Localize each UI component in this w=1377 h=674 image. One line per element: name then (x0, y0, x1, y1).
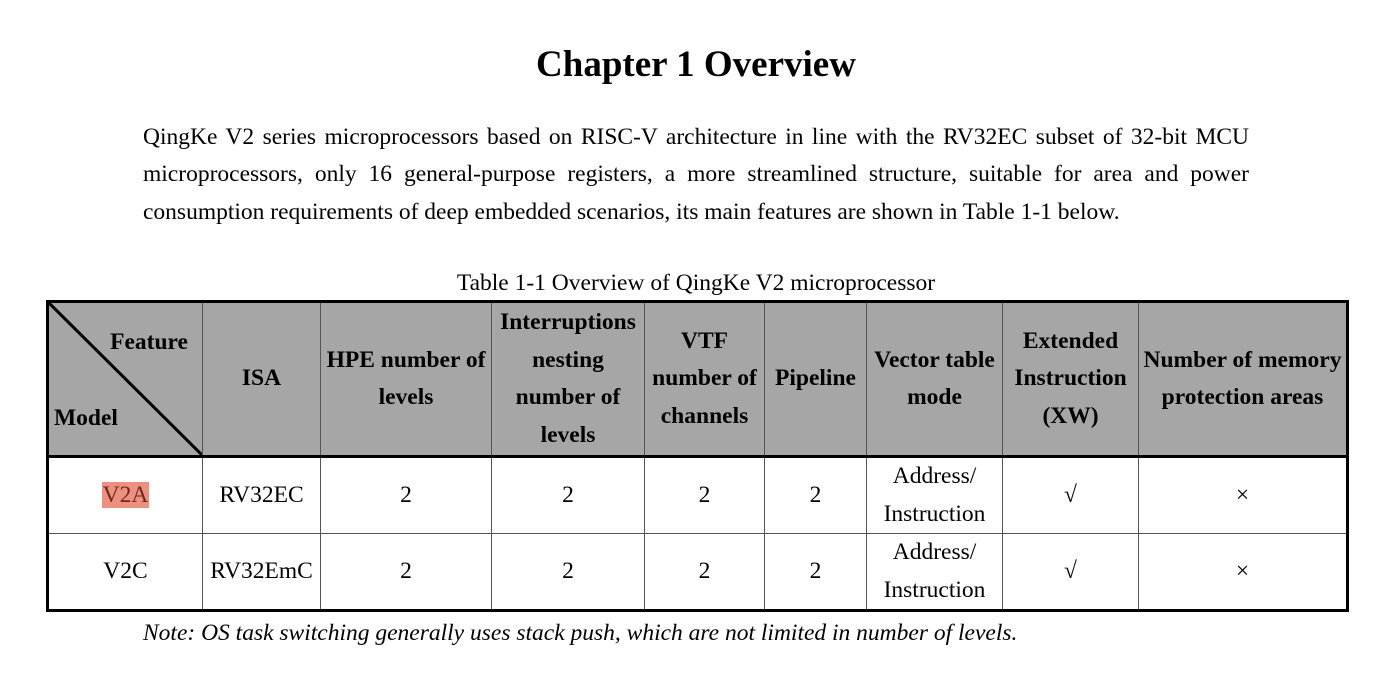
overview-table (46, 300, 1349, 612)
table-row (48, 457, 1348, 534)
model-cell: V2C (48, 534, 203, 611)
vector-mode-cell: Address/ Instruction (867, 534, 1003, 611)
intro-paragraph: QingKe V2 series microprocessors based on RISC-V architecture in line with the RV32EC subset of 32-bit MCU microprocessors, only 16 general-purpose registers, a more streamlined structure, suitable for area and power consumption requirements of deep embedded scenarios, its main features are shown in Table 1-1 below. (143, 123, 1249, 225)
mpu-cell: × (1139, 534, 1348, 611)
vector-mode-cell: Address/ Instruction (867, 457, 1003, 534)
table-row (48, 534, 1348, 611)
vtf-cell: 2 (645, 534, 765, 611)
hpe-cell: 2 (321, 457, 492, 534)
header-extended-instruction: Extended Instruction (XW) (1003, 302, 1139, 457)
vtf-cell: 2 (645, 457, 765, 534)
header-isa: ISA (203, 302, 321, 457)
header-pipeline: Pipeline (765, 302, 867, 457)
hpe-cell: 2 (321, 534, 492, 611)
pipeline-cell: 2 (765, 534, 867, 611)
table-note: Note: OS task switching generally uses stack push, which are not limited in number of levels. (143, 620, 1018, 646)
model-cell (48, 457, 203, 534)
highlighted-model: V2A (102, 481, 149, 508)
isa-cell: RV32EC (203, 457, 321, 534)
header-vtf-channels: VTF number of channels (645, 302, 765, 457)
table-header-row (48, 302, 1348, 457)
header-vector-table-mode: Vector table mode (867, 302, 1003, 457)
nesting-cell: 2 (492, 534, 645, 611)
corner-model-label: Model (54, 405, 118, 431)
xw-cell: √ (1003, 457, 1139, 534)
nesting-cell: 2 (492, 457, 645, 534)
corner-header (48, 302, 203, 457)
corner-feature-label: Feature (110, 329, 188, 355)
mpu-cell: × (1139, 457, 1348, 534)
header-hpe-levels: HPE number of levels (321, 302, 492, 457)
table-caption: Table 1-1 Overview of QingKe V2 microprocessor (456, 270, 936, 296)
pipeline-cell: 2 (765, 457, 867, 534)
isa-cell: RV32EmC (203, 534, 321, 611)
header-interrupt-nesting: Interruptions nesting number of levels (492, 302, 645, 457)
header-memory-protection: Number of memory protection areas (1139, 302, 1348, 457)
page-title: Chapter 1 Overview (536, 43, 856, 85)
xw-cell: √ (1003, 534, 1139, 611)
